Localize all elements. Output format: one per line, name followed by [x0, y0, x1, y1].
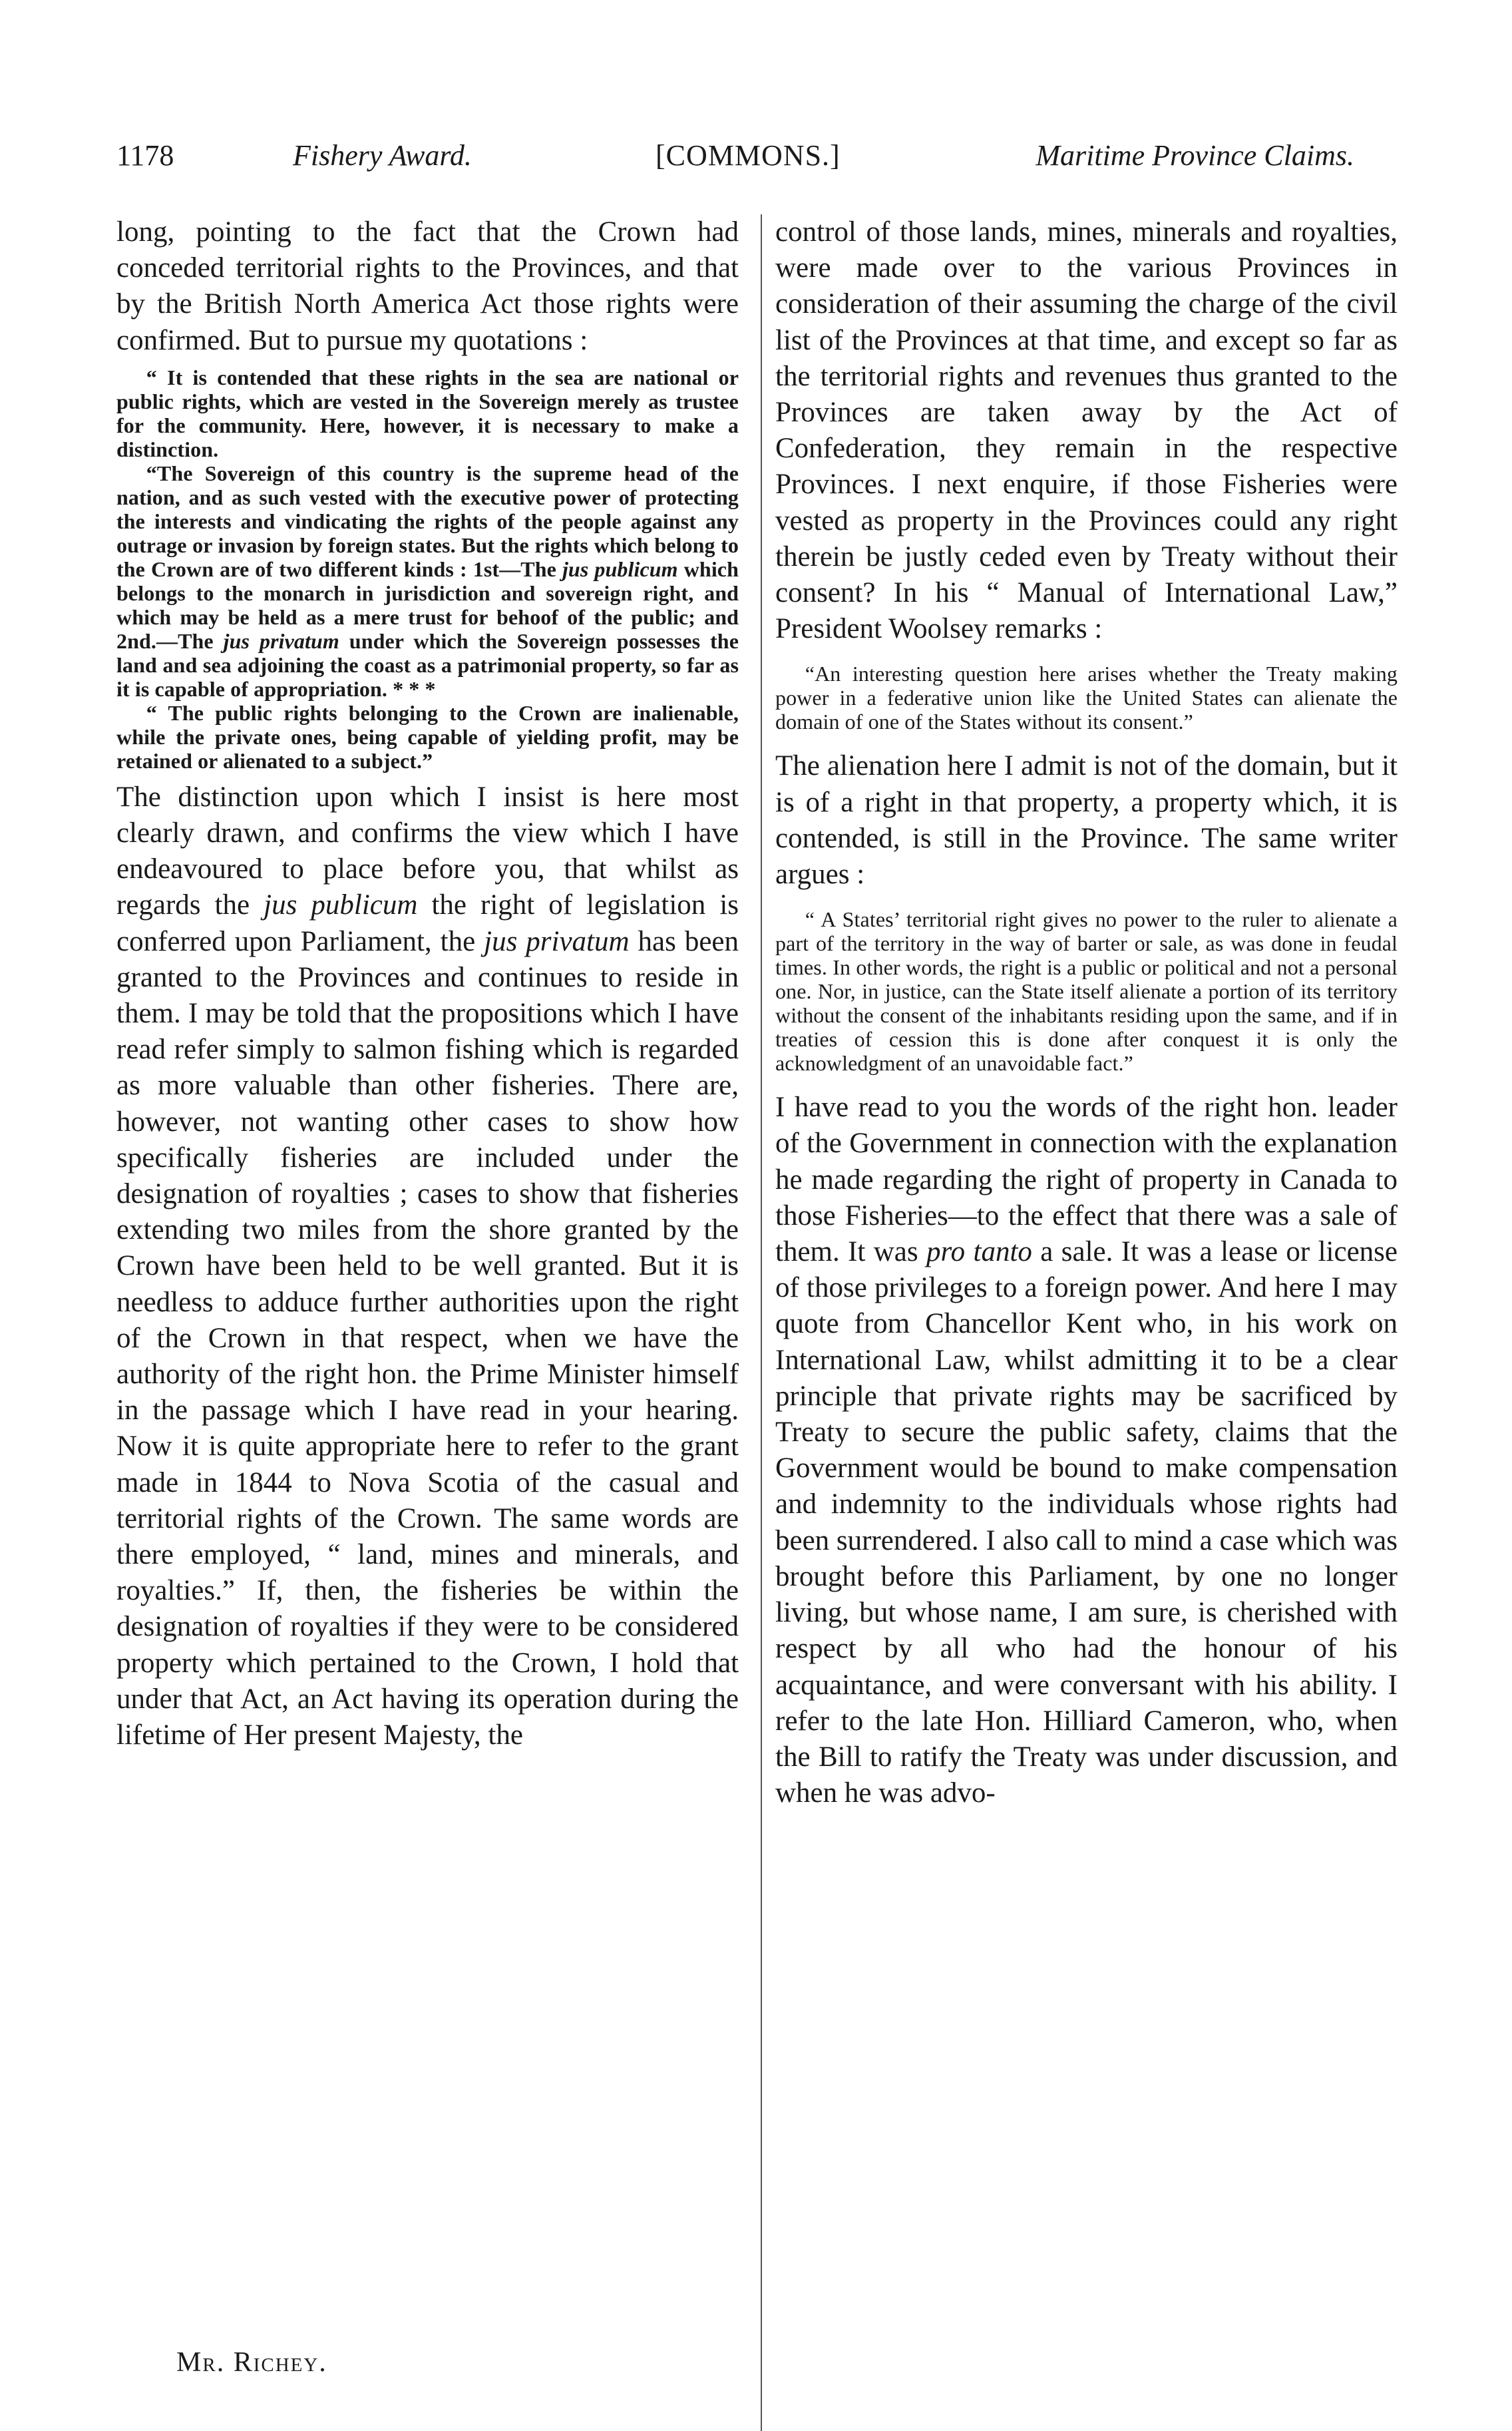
body-text: has been granted to the Provinces and continues to reside in them. I may be told that the propositions which I have read refer simply to salmon fishing which is regarded as more valuable than other fisheries. There are, however, not wanting other cases to show how specifically fisheries are included under the designation of royalties ; cases to show that fisheries extending two miles from the shore granted by the Crown have been held to be well granted. But it is needless to adduce further authorities upon the right of the Crown in that respect, when we have the authority of the right hon. the Prime Minister himself in the passage which I have read in your hearing. Now it is quite appropriate here to refer to the grant made in 1844 to Nova Scotia of the casual and territorial rights of the Crown. The same words are there employed, “ land, mines and minerals, and royalties.” If, then, the fisheries be within the designation of royalties if they were to be considered property which pertained to the Crown, I hold that under that Act, an Act having its operation during the lifetime of Her present Majesty, the: [116, 925, 739, 1751]
page-number: 1178: [116, 139, 174, 172]
left-column: [116, 214, 739, 1753]
column-divider: [761, 214, 762, 2431]
quote-text: “The Sovereign of this country is the supreme head of the nation, and as such vested with the executive power of protecting the interests and vindicating the rights of the people against any outrage or invasion by foreign states. But the rights which belong to the Crown are of two different kinds : 1st—The: [116, 461, 739, 581]
body-text: The distinction upon which I insist is here most clearly drawn, and confirms the view which I have endeavoured to place before you, that whilst as regards the: [116, 781, 739, 921]
house-label: [COMMONS.]: [656, 139, 841, 172]
left-body-paragraph: [116, 779, 739, 1753]
right-body-paragraph: control of those lands, mines, minerals and royalties, were made over to the various Provinces in consideration of their assuming the charge of the civil list of the Provinces at that time, and except so far as the territorial rights and revenues thus granted to the Provinces are taken away by the Act of Confederation, they remain in the respective Provinces. I next enquire, if those Fisheries were vested as property in the Provinces could any right therein be justly ceded even by Treaty without their consent? In his “ Manual of International Law,” President Woolsey remarks :: [775, 216, 1398, 645]
latin-term: jus privatum: [484, 925, 630, 957]
latin-term: pro tanto: [926, 1236, 1032, 1268]
quotation-paragraph: “ The public rights belonging to the Crown are inalienable, while the private ones, being capable of yielding profit, may be retained or alienated to a subject.”: [116, 700, 739, 773]
right-body-paragraph: [775, 1090, 1398, 1811]
quotation-paragraph: [116, 461, 739, 701]
body-text: the right of legislation is conferred upon Parliament, the: [116, 889, 739, 957]
body-text: I have read to you the words of the right hon. leader of the Government in connection with the explanation he made regarding the right of property in Canada to those Fisheries—to the effect that there was a sale of them. It was: [775, 1092, 1398, 1268]
quote-text: under which the Sovereign possesses the land and sea adjoining the coast as a patrimonial property, so far as it is capable of appropriation. * * *: [116, 628, 739, 701]
left-intro-paragraph: long, pointing to the fact that the Crown had conceded territorial rights to the Provinces, and that by the British North America Act those rights were confirmed. But to pursue my quotations :: [116, 216, 739, 356]
right-body-paragraph: The alienation here I admit is not of the domain, but it is of a right in that property, a property which, it is contended, is still in the Province. The same writer argues :: [775, 750, 1398, 891]
right-column: [775, 214, 1398, 1811]
quote-text: which belongs to the monarch in jurisdiction and sovereign right, and which may be held as a mere trust for behoof of the public; and 2nd.—The: [116, 556, 739, 653]
left-running-title: Fishery Award.: [293, 139, 472, 172]
latin-term: jus privatum: [223, 628, 339, 653]
latin-term: jus publicum: [562, 556, 678, 581]
body-text: a sale. It was a lease or license of those privileges to a foreign power. And here I may quote from Chancellor Kent who, in his work on International Law, whilst admitting it to be a clear principle that private rights may be sacrificed by Treaty to secure the public safety, claims that the Government would be bound to make compensation and indemnity to the individuals whose rights had been surrendered. I also call to mind a case which was brought before this Parliament, by one no longer living, but whose name, I am sure, is cherished with respect by all who had the honour of his acquaintance, and were conversant with his ability. I refer to the late Hon. Hilliard Cameron, who, when the Bill to ratify the Treaty was under discussion, and when he was advo-: [775, 1236, 1398, 1809]
running-header: [116, 138, 1354, 178]
quotation-paragraph: “ It is contended that these rights in the sea are national or public rights, which are vested in the Sovereign merely as trustee for the community. Here, however, it is necessary to make a distinction.: [116, 365, 739, 461]
latin-term: jus publicum: [264, 889, 418, 921]
quotation-paragraph: “ A States’ territorial right gives no power to the ruler to alienate a part of the territory in the way of barter or sale, as was done in feudal times. In other words, the right is a public or political and not a personal one. Nor, in justice, can the State itself alienate a portion of its territory without the consent of the inhabitants residing upon the same, and if in treaties of cession this is done after conquest it is only the acknowledgment of an unavoidable fact.”: [775, 907, 1398, 1076]
quotation-paragraph: “An interesting question here arises whether the Treaty making power in a federative union like the United States can alienate the domain of one of the States without its consent.”: [775, 662, 1398, 734]
speaker-signature: Mr. Richey.: [176, 2347, 327, 2378]
right-running-title: Maritime Province Claims.: [1036, 139, 1354, 172]
